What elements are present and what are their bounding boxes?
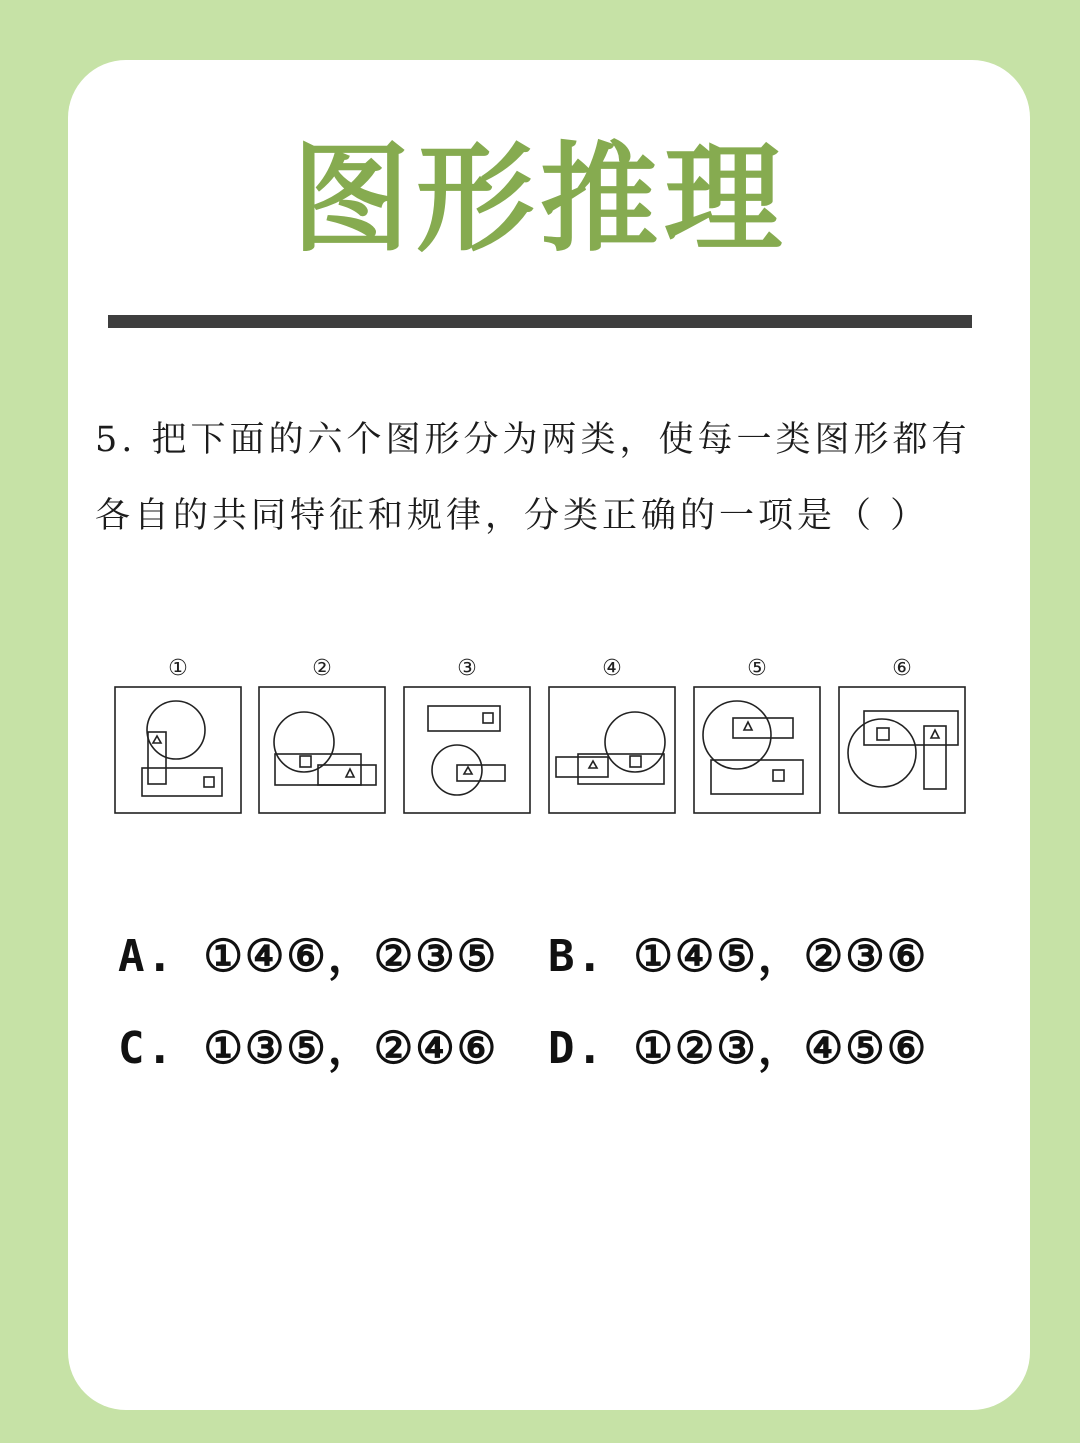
figure-6[interactable] [838,686,966,814]
option-c[interactable]: C. ①③⑤，②④⑥ [118,1023,499,1074]
figure-2[interactable] [258,686,386,814]
title-divider [108,315,972,328]
figure-label: ④ [602,656,622,681]
figure-row [108,650,978,825]
figure-5[interactable] [693,686,821,814]
figure-label: ⑤ [747,656,767,681]
figure-label: ① [168,656,188,681]
figure-label: ③ [457,656,477,681]
figure-label: ② [312,656,332,681]
option-d[interactable]: D. ①②③，④⑤⑥ [548,1023,929,1074]
figure-1[interactable] [114,686,242,814]
option-a[interactable]: A. ①④⑥，②③⑤ [118,931,499,982]
figure-3[interactable] [403,686,531,814]
figure-4[interactable] [548,686,676,814]
page-title: 图形推理 [291,130,788,268]
figure-label: ⑥ [892,656,912,681]
option-b[interactable]: B. ①④⑤，②③⑥ [548,931,929,982]
question-text: 5. 把下面的六个图形分为两类，使每一类图形都有各自的共同特征和规律，分类正确的一项是（ ） [95,420,971,536]
